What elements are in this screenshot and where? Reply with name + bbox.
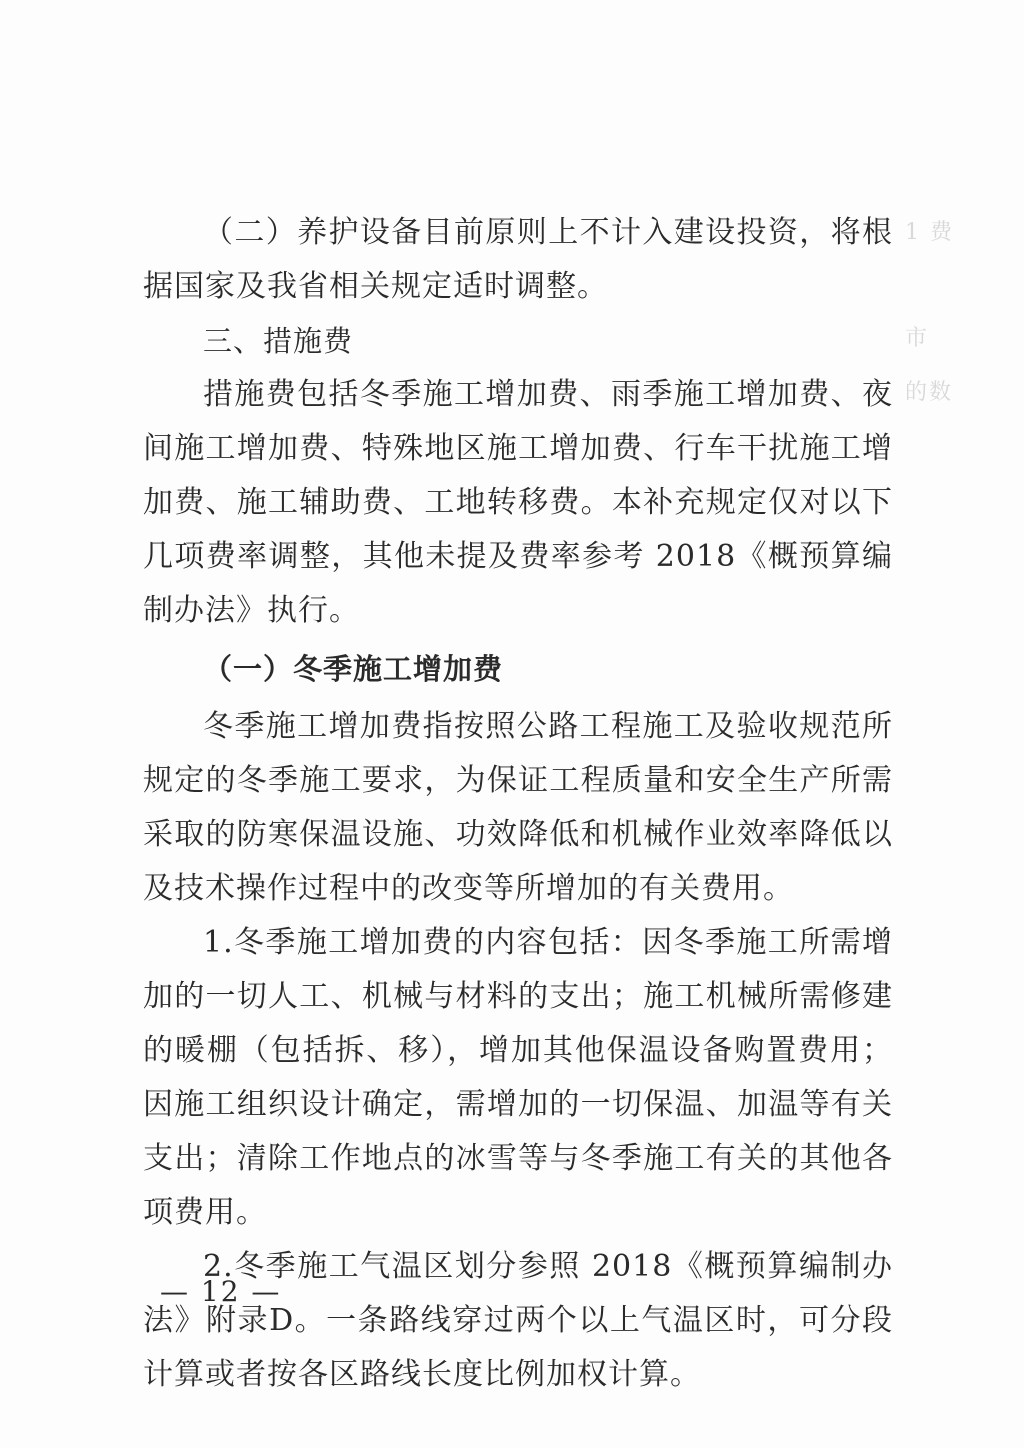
show-through-mark: 的数 xyxy=(905,380,954,405)
paragraph-winter-fee-contents: 1.冬季施工增加费的内容包括：因冬季施工所需增加的一切人工、机械与材料的支出；施工机械所需修建的暖棚（包括拆、移），增加其他保温设备购置费用；因施工组织设计确定，需增加的一切保温、加温等有关支出；清除工作地点的冰雪等与冬季施工有关的其他各项费用。 xyxy=(143,925,893,1230)
paragraph-winter-fee-definition: 冬季施工增加费指按照公路工程施工及验收规范所规定的冬季施工要求，为保证工程质量和安全生产所需采取的防寒保温设施、功效降低和机械作业效率降低以及技术操作过程中的改变等所增加的有关费用。 xyxy=(143,709,893,906)
show-through-mark: 市 xyxy=(905,326,930,351)
page-number: — 12 — xyxy=(160,1275,282,1308)
subheading-winter-construction-fee: （一）冬季施工增加费 xyxy=(203,652,504,686)
section-heading-measures-fee: 三、措施费 xyxy=(203,324,354,358)
paragraph-temperature-zones: 2.冬季施工气温区划分参照 2018《概预算编制办法》附录D。一条路线穿过两个以上气温区时，可分段计算或者按各区路线长度比例加权计算。 xyxy=(143,1249,893,1392)
show-through-mark: 1 费 xyxy=(905,220,954,245)
document-body xyxy=(143,206,893,1402)
paragraph-maintenance-equipment: （二）养护设备目前原则上不计入建设投资，将根据国家及我省相关规定适时调整。 xyxy=(143,215,893,304)
paragraph-measures-fee: 措施费包括冬季施工增加费、雨季施工增加费、夜间施工增加费、特殊地区施工增加费、行车干扰施工增加费、施工辅助费、工地转移费。本补充规定仅对以下几项费率调整，其他未提及费率参考 2018《概预算编制办法》执行。 xyxy=(143,377,893,628)
